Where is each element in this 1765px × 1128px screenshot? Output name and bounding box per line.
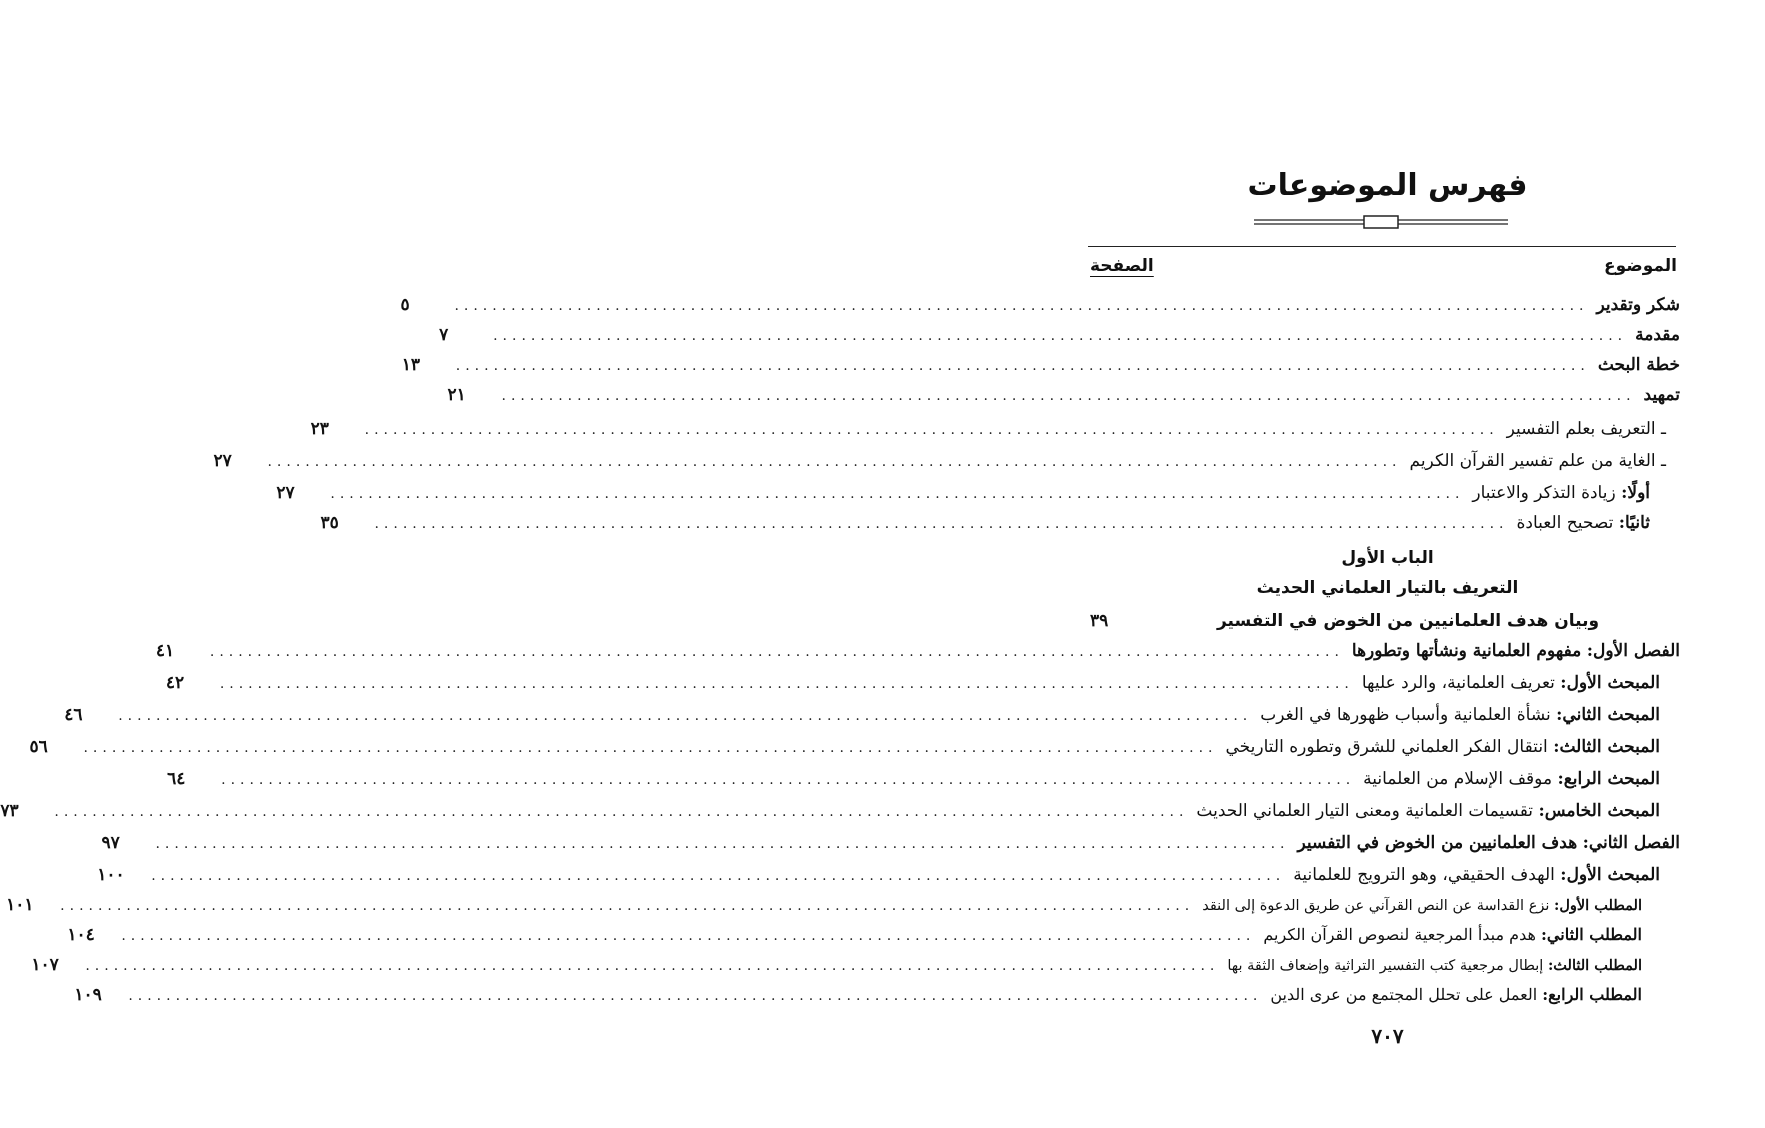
part-heading: الباب الأول xyxy=(1341,548,1434,568)
entry-page: ٣٥ xyxy=(320,513,339,533)
entry-page: ١٣ xyxy=(401,355,421,375)
leader-dots: ........................................................................................................................ xyxy=(493,328,1628,344)
entry-page: ١٠١ xyxy=(6,895,34,915)
toc-entry[interactable] xyxy=(97,860,1660,890)
leader-dots: ........................................................................................................................ xyxy=(118,708,1253,724)
toc-entry[interactable] xyxy=(401,350,1680,380)
leader-dots: ........................................................................................................................ xyxy=(374,516,1509,532)
entry-label: المطلب الرابع: العمل على تحلل المجتمع من عرى الدين xyxy=(1270,985,1642,1004)
leader-dots: ........................................................................................................................ xyxy=(267,454,1402,470)
column-header-page: الصفحة xyxy=(1090,256,1154,276)
toc-entry[interactable] xyxy=(64,700,1660,730)
page-title: فهرس الموضوعات xyxy=(1247,168,1528,203)
entry-page: ٢٣ xyxy=(310,419,329,439)
entry-label: تمهيد xyxy=(1643,385,1680,405)
entry-page: ١٠٤ xyxy=(67,925,95,945)
toc-entry[interactable] xyxy=(310,414,1666,444)
leader-dots: ........................................................................................................................ xyxy=(83,740,1218,756)
entry-label: مقدمة xyxy=(1635,325,1680,345)
entry-page: ٥ xyxy=(400,295,410,315)
entry-label: وبيان هدف العلمانيين من الخوض في التفسير xyxy=(1216,611,1600,631)
header-rule xyxy=(1088,246,1676,247)
toc-entry[interactable] xyxy=(276,478,1650,508)
entry-page: ٣٩ xyxy=(1090,611,1109,631)
entry-label: المبحث الثالث: انتقال الفكر العلماني للشرق وتطوره التاريخي xyxy=(1225,737,1660,757)
leader-dots: ........................................................................................................................ xyxy=(155,836,1290,852)
entry-page: ٢١ xyxy=(447,385,466,405)
toc-entry[interactable] xyxy=(101,828,1680,858)
entry-label: ـ الغاية من علم تفسير القرآن الكريم xyxy=(1409,451,1666,471)
entry-label: ـ التعريف بعلم التفسير xyxy=(1506,419,1666,439)
toc-entry[interactable] xyxy=(0,796,1660,826)
entry-label: الفصل الأول: مفهوم العلمانية ونشأتها وتطورها xyxy=(1351,641,1680,661)
entry-label: الفصل الثاني: هدف العلمانيين من الخوض في التفسير xyxy=(1297,833,1680,853)
leader-dots: ........................................................................................................................ xyxy=(128,988,1263,1004)
entry-page: ٩٧ xyxy=(101,833,120,853)
entry-page: ٥٦ xyxy=(29,737,48,757)
toc-entry[interactable] xyxy=(320,508,1650,538)
toc-entry[interactable] xyxy=(447,380,1680,410)
toc-entry[interactable] xyxy=(1090,606,1680,636)
entry-label: المبحث الثاني: نشأة العلمانية وأسباب ظهورها في الغرب xyxy=(1260,705,1660,725)
column-header-topic: الموضوع xyxy=(1604,256,1677,276)
leader-dots: ........................................................................................................................ xyxy=(330,486,1465,502)
entry-page: ٧ xyxy=(439,325,449,345)
toc-entry[interactable] xyxy=(29,732,1660,762)
toc-entry[interactable] xyxy=(155,636,1680,666)
entry-label: المبحث الأول: الهدف الحقيقي، وهو الترويج للعلمانية xyxy=(1293,865,1660,885)
leader-dots: ........................................................................................................................ xyxy=(85,958,1220,974)
entry-page: ٦٤ xyxy=(167,769,186,789)
toc-entry[interactable] xyxy=(6,890,1642,920)
toc-entry[interactable] xyxy=(67,920,1642,950)
entry-page: ٤١ xyxy=(155,641,175,661)
leader-dots: ........................................................................................................................ xyxy=(60,898,1195,914)
leader-dots: ........................................................................................................................ xyxy=(455,358,1590,374)
toc-entry[interactable] xyxy=(31,950,1642,980)
leader-dots: ........................................................................................................................ xyxy=(121,928,1256,944)
entry-label: أولًا: زيادة التذكر والاعتبار xyxy=(1472,483,1650,503)
entry-page: ٢٧ xyxy=(276,483,295,503)
entry-page: ٤٦ xyxy=(64,705,83,725)
leader-dots: ........................................................................................................................ xyxy=(54,804,1189,820)
leader-dots: ........................................................................................................................ xyxy=(219,676,1354,692)
toc-entry[interactable] xyxy=(213,446,1666,476)
entry-label: ثانيًا: تصحيح العبادة xyxy=(1516,513,1650,533)
entry-label: المطلب الثاني: هدم مبدأ المرجعية لنصوص القرآن الكريم xyxy=(1263,925,1642,944)
footer-page-number: ٧٠٧ xyxy=(1371,1024,1404,1048)
toc-entry[interactable] xyxy=(74,980,1642,1010)
leader-dots: ........................................................................................................................ xyxy=(454,298,1589,314)
part-subtitle: التعريف بالتيار العلماني الحديث xyxy=(1256,578,1519,598)
entry-label: المبحث الرابع: موقف الإسلام من العلمانية xyxy=(1363,769,1660,789)
entry-page: ١٠٧ xyxy=(31,955,59,975)
entry-page: ٢٧ xyxy=(213,451,232,471)
leader-dots: ........................................................................................................................ xyxy=(364,422,1499,438)
entry-label: شكر وتقدير xyxy=(1596,295,1680,315)
entry-page: ١٠٩ xyxy=(74,985,102,1005)
toc-entry[interactable] xyxy=(165,668,1660,698)
entry-page: ١٠٠ xyxy=(97,865,125,885)
leader-dots: ........................................................................................................................ xyxy=(209,644,1344,660)
toc-entry[interactable] xyxy=(439,320,1680,350)
entry-label: المطلب الأول: نزع القداسة عن النص القرآني عن طريق الدعوة إلى النقد xyxy=(1202,897,1642,914)
entry-page: ٧٣ xyxy=(0,801,19,821)
entry-label: المطلب الثالث: إبطال مرجعية كتب التفسير التراثية وإضعاف الثقة بها xyxy=(1227,957,1642,974)
toc-entry[interactable] xyxy=(400,290,1680,320)
entry-label: المبحث الخامس: تقسيمات العلمانية ومعنى التيار العلماني الحديث xyxy=(1196,801,1660,821)
leader-dots: ........................................................................................................................ xyxy=(221,772,1356,788)
entry-page: ٤٢ xyxy=(165,673,185,693)
toc-entry[interactable] xyxy=(167,764,1660,794)
leader-dots: ........................................................................................................................ xyxy=(501,388,1636,404)
entry-label: المبحث الأول: تعريف العلمانية، والرد عليها xyxy=(1361,673,1660,693)
leader-dots: ........................................................................................................................ xyxy=(151,868,1286,884)
entry-label: خطة البحث xyxy=(1597,355,1680,375)
title-ornament xyxy=(1254,214,1508,230)
